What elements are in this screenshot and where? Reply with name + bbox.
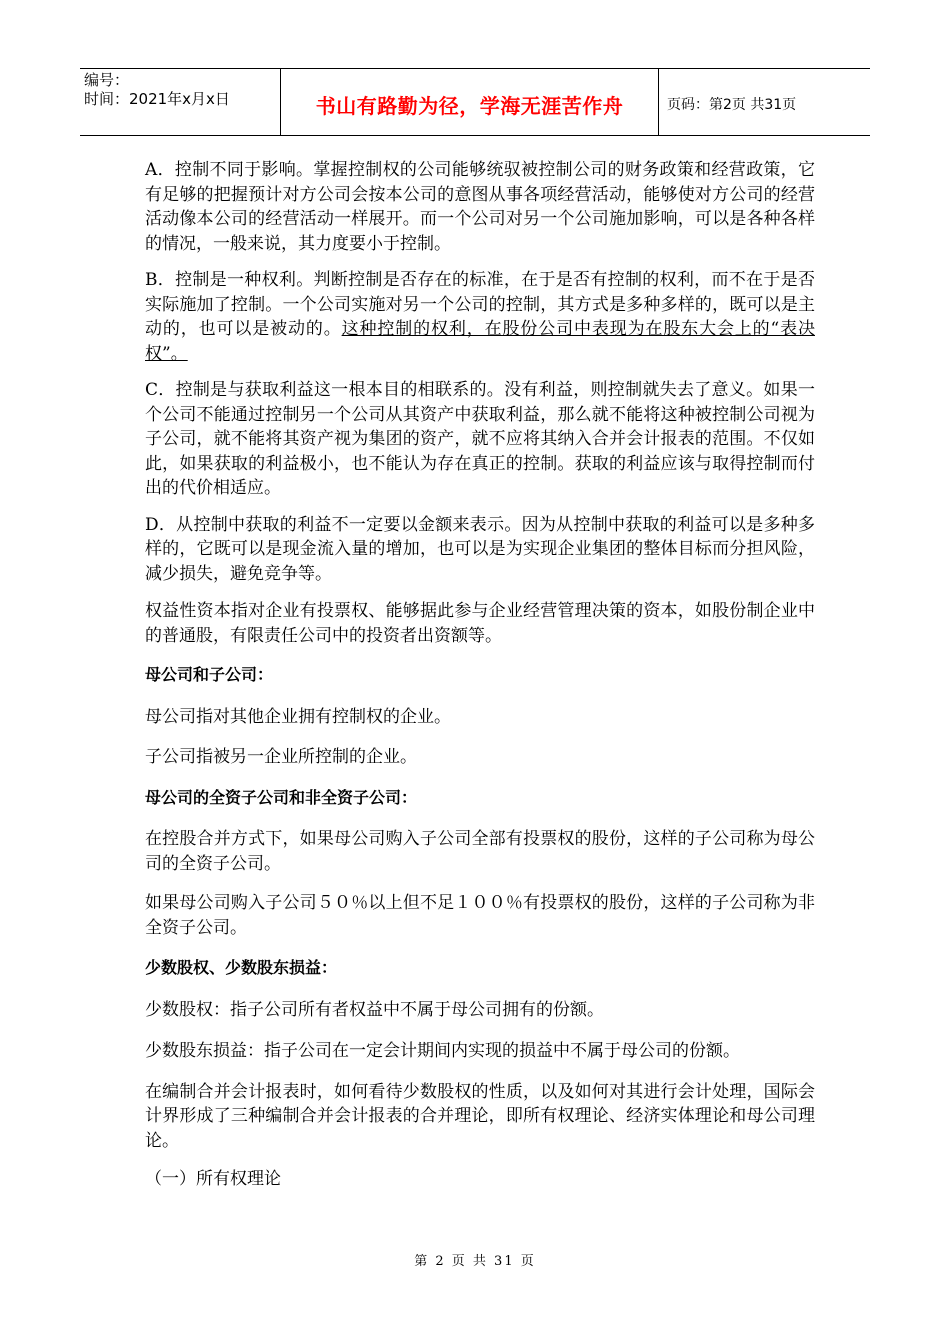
heading-parent-subsidiary: 母公司和子公司： [145, 665, 274, 684]
paragraph-non-wholly-owned: 如果母公司购入子公司５０％以上但不足１００％有投票权的股份，这样的子公司称为非全资子公司。 [145, 893, 815, 938]
paragraph-equity: 权益性资本指对企业有投票权、能够据此参与企业经营管理决策的资本，如股份制企业中的普通股，有限责任公司中的投资者出资额等。 [145, 601, 815, 646]
header-page-cell [659, 69, 870, 135]
paragraph-parent-definition: 母公司指对其他企业拥有控制权的企业。 [145, 706, 451, 727]
paragraph-b-text: B．控制是一种权利。判断控制是否存在的标准，在于是否有控制的权利，而不在于是否实际施加了控制。一个公司实施对另一个公司的控制，其方式是多种多样的，既可以是主动的，也可以是被动的。 [145, 270, 815, 339]
paragraph-subsidiary-definition: 子公司指被另一企业所控制的企业。 [145, 747, 417, 767]
document-body [145, 158, 815, 1192]
header-page-info: 页码：第2页 共31页 [667, 97, 797, 113]
header-motto-cell [281, 69, 659, 135]
heading-wholly-owned: 母公司的全资子公司和非全资子公司： [145, 787, 418, 807]
page-footer: 第 2 页 共 31 页 [414, 1254, 536, 1269]
header-motto: 书山有路勤为径，学海无涯苦作舟 [315, 93, 624, 118]
heading-minority-interest: 少数股权、少数股东损益： [145, 958, 338, 977]
paragraph-c: C．控制是与获取利益这一根本目的相联系的。没有利益，则控制就失去了意义。如果一个公司不能通过控制另一个公司从其资产中获取利益，那么就不能将这种被控制公司视为子公司，就不能将其资产视为集团的资产，就不应将其纳入合并会计报表的范围。不仅如此，如果获取的利益极小，也不能认为存在真正的控制。获取的利益应该与取得控制而付出的代价相适应。 [145, 380, 815, 498]
page-header [80, 68, 870, 136]
document-number-label: 编号： [84, 71, 130, 89]
paragraph-b-underlined: 这种控制的权利，在股份公司中表现为在股东大会上的“表决权”。 [145, 319, 815, 364]
paragraph-consolidation-theories: 在编制合并会计报表时，如何看待少数股权的性质，以及如何对其进行会计处理，国际会计界形成了三种编制合并会计报表的合并理论，即所有权理论、经济实体理论和母公司理论。 [145, 1081, 815, 1151]
paragraph-minority-income: 少数股东损益：指子公司在一定会计期间内实现的损益中不属于母公司的份额。 [145, 1041, 740, 1061]
paragraph-d: D．从控制中获取的利益不一定要以金额来表示。因为从控制中获取的利益可以是多种多样的，它既可以是现金流入量的增加，也可以是为实现企业集团的整体目标而分担风险，减少损失，避免竞争等。 [145, 514, 815, 584]
paragraph-minority-equity: 少数股权：指子公司所有者权益中不属于母公司拥有的份额。 [145, 999, 604, 1020]
header-meta-cell [80, 69, 281, 135]
section-heading-ownership-theory: （一）所有权理论 [145, 1169, 281, 1189]
document-time-label: 时间：2021年x月x日 [84, 90, 230, 108]
paragraph-a: A．控制不同于影响。掌握控制权的公司能够统驭被控制公司的财务政策和经营政策，它有足够的把握预计对方公司会按本公司的意图从事各项经营活动，能够使对方公司的经营活动像本公司的经营活动一样展开。而一个公司对另一个公司施加影响，可以是各种各样的情况，一般来说，其力度要小于控制。 [145, 160, 815, 254]
paragraph-wholly-owned: 在控股合并方式下，如果母公司购入子公司全部有投票权的股份，这样的子公司称为母公司的全资子公司。 [145, 829, 815, 874]
paragraph-b [145, 268, 815, 366]
